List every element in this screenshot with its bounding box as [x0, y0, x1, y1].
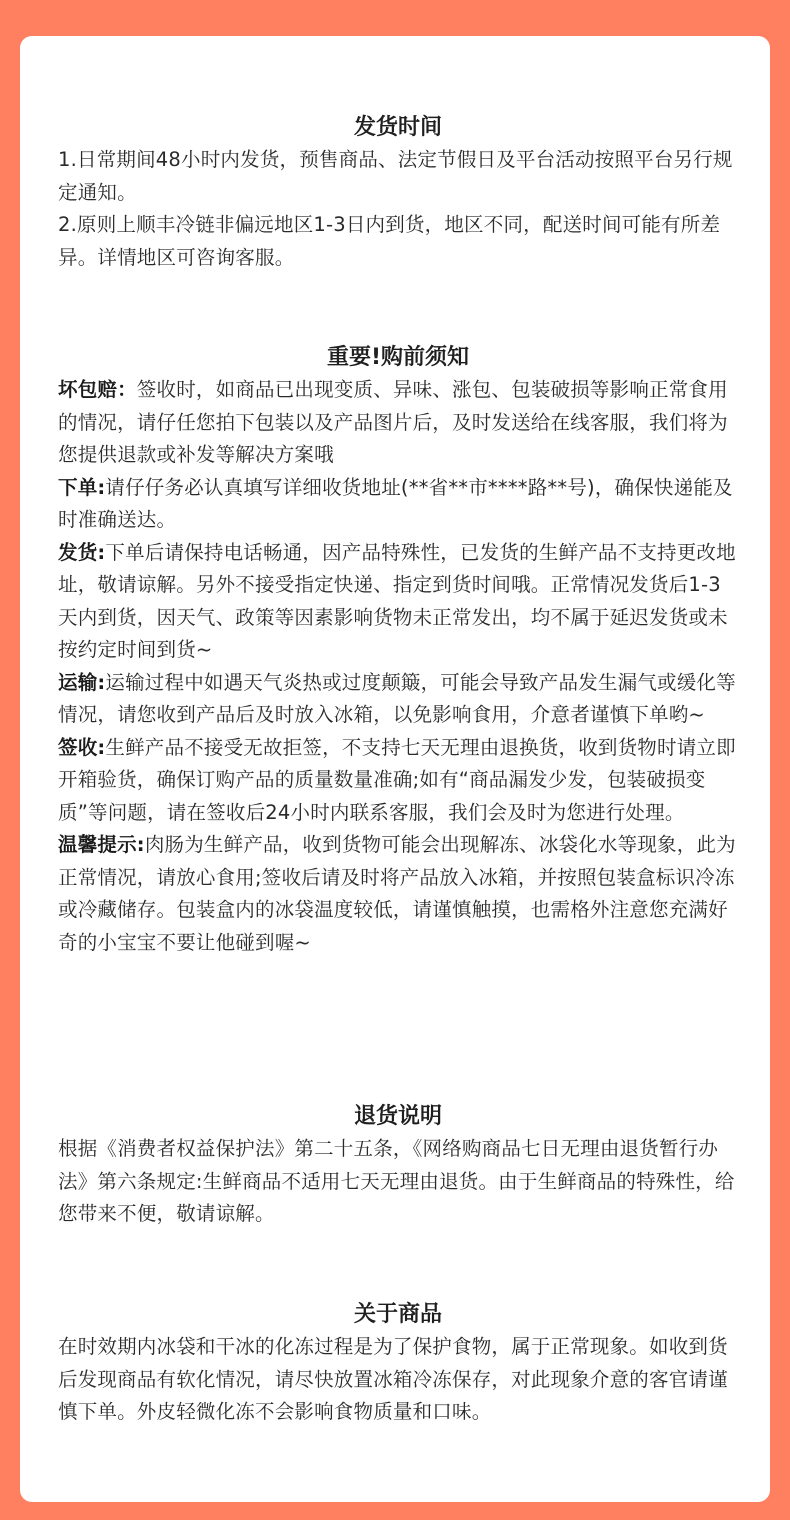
notice-label: 发货:: [58, 540, 106, 564]
notice-item-order: [58, 472, 738, 537]
notice-label: 坏包赔：: [58, 378, 137, 401]
notice-item-damage: [58, 374, 738, 472]
notice-label: 运输:: [58, 670, 106, 694]
about-product-section: [58, 1299, 738, 1429]
content-card: [20, 36, 770, 1502]
notice-item-receipt: [58, 732, 738, 830]
notice-item-tips: [58, 829, 738, 959]
purchase-notice-section: [58, 342, 738, 959]
about-product-text: 在时效期内冰袋和干冰的化冻过程是为了保护食物，属于正常现象。如收到货后发现商品有软化情况，请尽快放置冰箱冷冻保存，对此现象介意的客官请谨慎下单。外皮轻微化冻不会影响食物质量和口味。: [58, 1335, 728, 1423]
shipping-item: 2.原则上顺丰冷链非偏远地区1-3日内到货，地区不同，配送时间可能有所差异。详情地区可咨询客服。: [58, 213, 721, 269]
return-policy-text: 根据《消费者权益保护法》第二十五条，《网络购商品七日无理由退货暂行办法》第六条规定:生鲜商品不适用七天无理由退货。由于生鲜商品的特殊性，给您带来不便，敬请谅解。: [58, 1137, 735, 1225]
shipping-time-section: [58, 112, 738, 274]
return-policy-section: [58, 1101, 738, 1231]
notice-text: 请仔仔务必认真填写详细收货地址(**省**市****路**号)，确保快递能及时准确送达。: [58, 475, 733, 531]
notice-item-transport: [58, 667, 738, 732]
notice-label: 签收:: [58, 735, 106, 759]
notice-text: 肉肠为生鲜产品，收到货物可能会出现解冻、冰袋化水等现象，此为正常情况，请放心食用;签收后请及时将产品放入冰箱，并按照包装盒标识冷冻或冷藏储存。包装盒内的冰袋温度较低，请谨慎触摸，也需格外注意您充满好奇的小宝宝不要让他碰到喔~: [58, 833, 736, 954]
notice-label: 温馨提示:: [58, 833, 145, 856]
purchase-notice-title: 重要!购前须知: [326, 345, 470, 370]
return-policy-title: 退货说明: [353, 1104, 442, 1129]
notice-text: 签收时，如商品已出现变质、异味、涨包、包装破损等影响正常食用的情况，请仔任您拍下包装以及产品图片后，及时发送给在线客服，我们将为您提供退款或补发等解决方案哦: [58, 378, 728, 466]
about-product-title: 关于商品: [353, 1302, 442, 1327]
notice-text: 生鲜产品不接受无故拒签，不支持七天无理由退换货，收到货物时请立即开箱验货，确保订购产品的质量数量准确;如有“商品漏发少发，包装破损变质”等问题，请在签收后24小时内联系客服，我们会及时为您进行处理。: [58, 735, 736, 824]
notice-label: 下单:: [58, 475, 106, 499]
shipping-item: 1.日常期间48小时内发货，预售商品、法定节假日及平台活动按照平台另行规定通知。: [58, 148, 733, 204]
notice-text: 运输过程中如遇天气炎热或过度颠簸，可能会导致产品发生漏气或缓化等情况，请您收到产品后及时放入冰箱，以免影响食用，介意者谨慎下单哟~: [58, 670, 736, 726]
notice-text: 下单后请保持电话畅通，因产品特殊性，已发货的生鲜产品不支持更改地址，敬请谅解。另外不接受指定快递、指定到货时间哦。正常情况发货后1-3天内到货，因天气、政策等因素影响货物未正常发出，均不属于延迟发货或未按约定时间到货~: [58, 540, 736, 661]
shipping-time-title: 发货时间: [353, 115, 442, 140]
notice-item-shipping: [58, 537, 738, 667]
